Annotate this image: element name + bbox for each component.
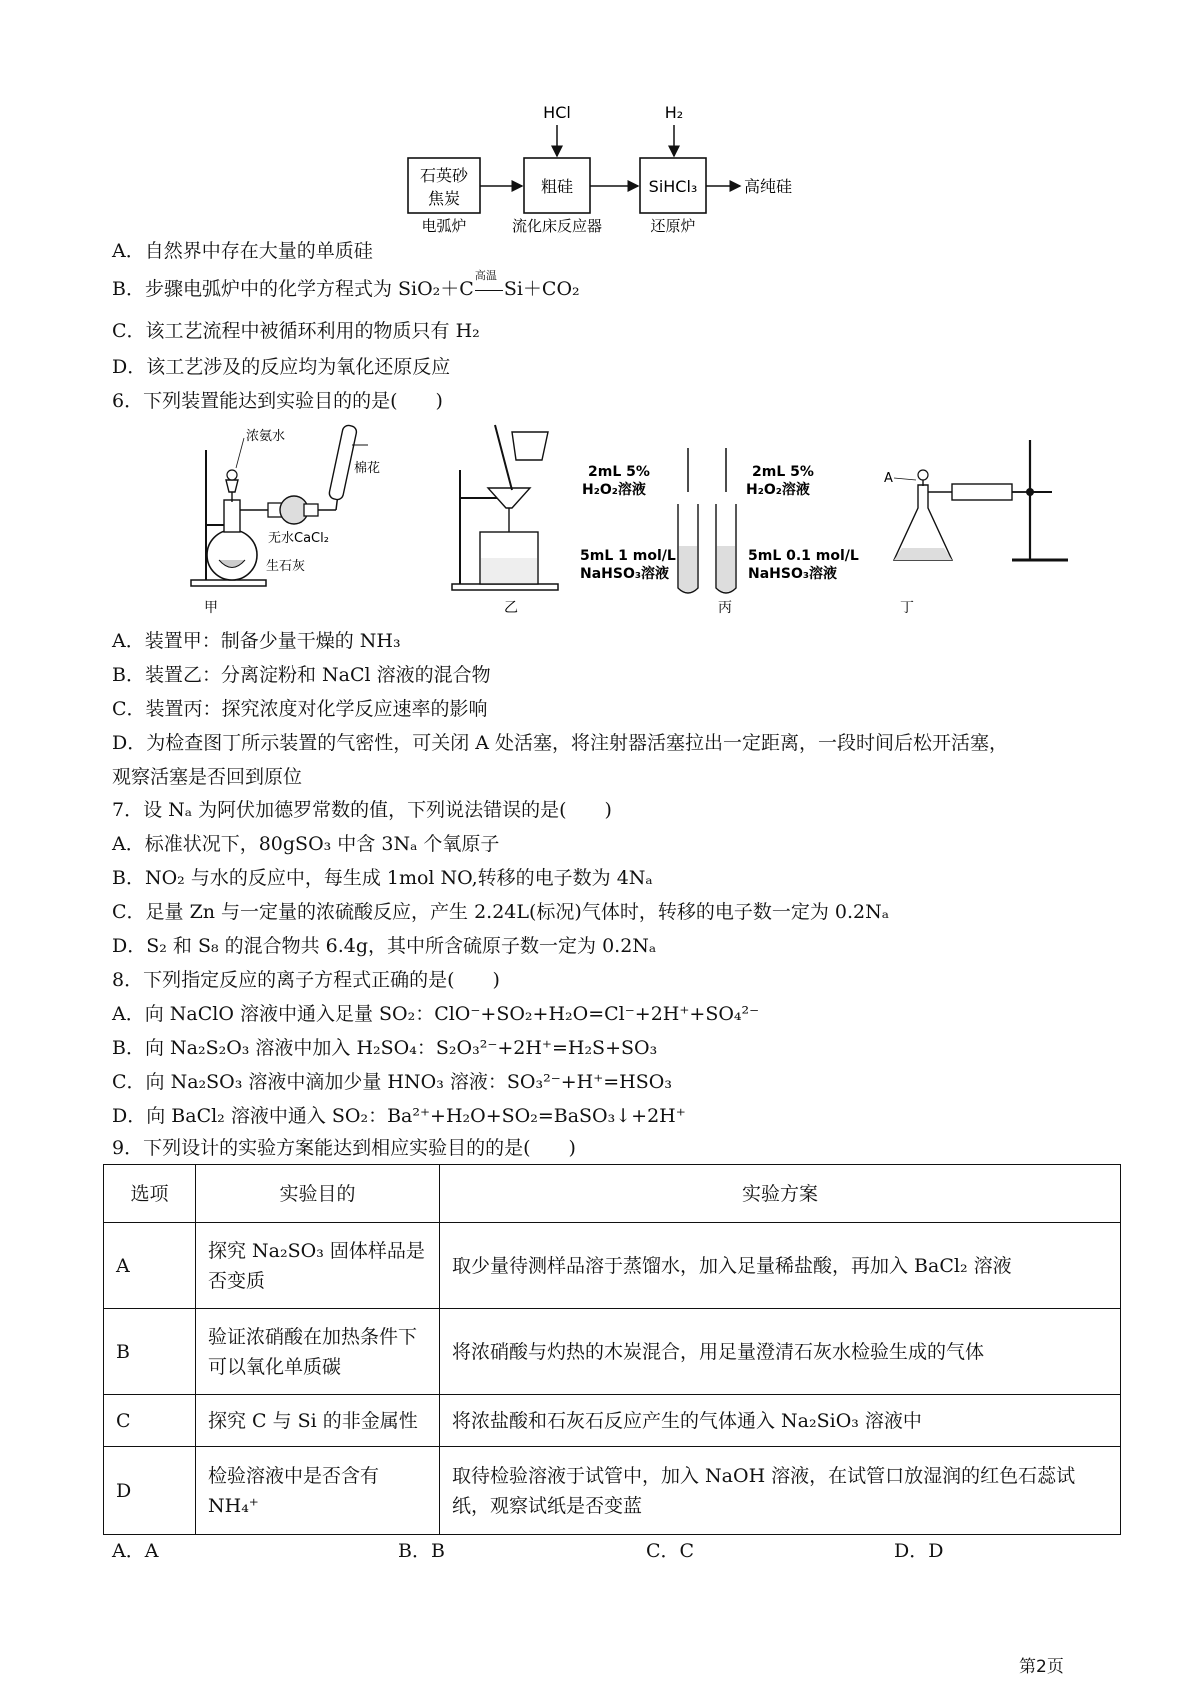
q8-option-a: A．向 NaClO 溶液中通入足量 SO₂：ClO⁻+SO₂+H₂O=Cl⁻+2H⁺+SO₄²⁻ bbox=[112, 1003, 760, 1025]
q5-option-b-tail: Si＋CO₂ bbox=[503, 278, 580, 300]
label-fluidized-bed: 流化床反应器 bbox=[511, 217, 603, 235]
box2-text: 粗硅 bbox=[540, 177, 574, 196]
row-plan: 将浓硝酸与灼热的木炭混合，用足量澄清石灰水检验生成的气体 bbox=[440, 1309, 1121, 1395]
row-option: C bbox=[104, 1395, 196, 1447]
q8-option-d: D．向 BaCl₂ 溶液中通入 SO₂：Ba²⁺+H₂O+SO₂=BaSO₃↓+2H⁺ bbox=[112, 1105, 686, 1127]
yi-caption: 乙 bbox=[504, 600, 518, 616]
row-plan: 取待检验溶液于试管中，加入 NaOH 溶液，在试管口放湿润的红色石蕊试纸，观察试纸是否变蓝 bbox=[440, 1447, 1121, 1535]
q9-choice-b: B．B bbox=[398, 1540, 445, 1562]
header-plan: 实验方案 bbox=[440, 1165, 1121, 1223]
apparatus-jia bbox=[186, 420, 436, 618]
q7-option-b: B．NO₂ 与水的反应中，每生成 1mol NO,转移的电子数为 4Nₐ bbox=[112, 867, 653, 889]
jia-label-ammonia: 浓氨水 bbox=[246, 429, 286, 444]
q5-option-b bbox=[112, 269, 580, 302]
q9-choice-a: A．A bbox=[112, 1540, 159, 1562]
q9-stem: 9．下列设计的实验方案能达到相应实验目的的是( ) bbox=[112, 1137, 576, 1159]
q5-option-c: C．该工艺流程中被循环利用的物质只有 H₂ bbox=[112, 320, 480, 342]
q6-option-a: A．装置甲：制备少量干燥的 NH₃ bbox=[112, 630, 401, 652]
table-row bbox=[104, 1223, 1121, 1309]
q6-stem: 6．下列装置能达到实验目的的是( ) bbox=[112, 390, 443, 412]
bing-left-bot-2: NaHSO₃溶液 bbox=[580, 566, 669, 582]
q8-option-c: C．向 Na₂SO₃ 溶液中滴加少量 HNO₃ 溶液：SO₃²⁻+H⁺=HSO₃ bbox=[112, 1071, 672, 1093]
row-goal: 探究 Na₂SO₃ 固体样品是否变质 bbox=[196, 1223, 440, 1309]
jia-label-quicklime: 生石灰 bbox=[266, 559, 306, 574]
box1-line2: 焦炭 bbox=[427, 189, 461, 208]
row-plan: 取少量待测样品溶于蒸馏水，加入足量稀盐酸，再加入 BaCl₂ 溶液 bbox=[440, 1223, 1121, 1309]
row-goal: 验证浓硝酸在加热条件下可以氧化单质碳 bbox=[196, 1309, 440, 1395]
bing-right-bot-2: NaHSO₃溶液 bbox=[748, 566, 837, 582]
high-temp-label: 高温 bbox=[474, 269, 497, 282]
row-option: A bbox=[104, 1223, 196, 1309]
apparatus-yi bbox=[450, 420, 570, 618]
q5-option-b-text: B．步骤电弧炉中的化学方程式为 SiO₂＋C bbox=[112, 278, 474, 300]
header-goal: 实验目的 bbox=[196, 1165, 440, 1223]
table-row bbox=[104, 1309, 1121, 1395]
q6-option-c: C．装置丙：探究浓度对化学反应速率的影响 bbox=[112, 698, 488, 720]
box3-text: SiHCl₃ bbox=[648, 177, 698, 196]
q9-choice-d: D．D bbox=[894, 1540, 944, 1562]
page-number: 第2页 bbox=[1019, 1657, 1064, 1677]
q6-option-b: B．装置乙：分离淀粉和 NaCl 溶液的混合物 bbox=[112, 664, 491, 686]
bing-right-bot-1: 5mL 0.1 mol/L bbox=[748, 548, 859, 564]
row-goal: 探究 C 与 Si 的非金属性 bbox=[196, 1395, 440, 1447]
q5-option-a: A．自然界中存在大量的单质硅 bbox=[112, 240, 373, 262]
bing-right-top-1: 2mL 5% bbox=[752, 464, 814, 480]
bing-right-top-2: H₂O₂溶液 bbox=[746, 482, 810, 498]
table-row bbox=[104, 1447, 1121, 1535]
box1-line1: 石英砂 bbox=[419, 166, 469, 185]
jia-label-cotton: 棉花 bbox=[354, 461, 381, 476]
label-arc-furnace: 电弧炉 bbox=[421, 217, 467, 235]
label-reduction-furnace: 还原炉 bbox=[650, 217, 696, 235]
q7-option-a: A．标准状况下，80gSO₃ 中含 3Nₐ 个氧原子 bbox=[112, 833, 500, 855]
q6-option-d: D．为检查图丁所示装置的气密性，可关闭 A 处活塞，将注射器活塞拉出一定距离，一段时间后松开活塞， bbox=[112, 732, 1009, 754]
row-option: B bbox=[104, 1309, 196, 1395]
q7-option-c: C．足量 Zn 与一定量的浓硫酸反应，产生 2.24L(标况)气体时，转移的电子数一定为 0.2Nₐ bbox=[112, 901, 890, 923]
jia-caption: 甲 bbox=[204, 600, 218, 616]
q7-stem: 7．设 Nₐ 为阿伏加德罗常数的值，下列说法错误的是( ) bbox=[112, 799, 612, 821]
h2-label: H₂ bbox=[664, 103, 684, 122]
row-goal: 检验溶液中是否含有 NH₄⁺ bbox=[196, 1447, 440, 1535]
q8-option-b: B．向 Na₂S₂O₃ 溶液中加入 H₂SO₄：S₂O₃²⁻+2H⁺=H₂S+SO₃ bbox=[112, 1037, 658, 1059]
table-header-row bbox=[104, 1165, 1121, 1223]
table-row bbox=[104, 1395, 1121, 1447]
q9-choice-c: C．C bbox=[646, 1540, 695, 1562]
ding-label-a: A bbox=[884, 471, 893, 486]
hcl-label: HCl bbox=[543, 103, 571, 122]
q8-stem: 8．下列指定反应的离子方程式正确的是( ) bbox=[112, 969, 500, 991]
row-plan: 将浓盐酸和石灰石反应产生的气体通入 Na₂SiO₃ 溶液中 bbox=[440, 1395, 1121, 1447]
silicon-flow-chart bbox=[400, 98, 820, 238]
product-text: 高纯硅 bbox=[744, 177, 793, 196]
bing-left-top-1: 2mL 5% bbox=[588, 464, 650, 480]
apparatus-ding bbox=[880, 420, 1070, 618]
row-option: D bbox=[104, 1447, 196, 1535]
ding-caption: 丁 bbox=[900, 600, 914, 616]
bing-caption: 丙 bbox=[718, 600, 732, 616]
bing-left-bot-1: 5mL 1 mol/L bbox=[580, 548, 676, 564]
apparatus-bing bbox=[580, 420, 870, 618]
q5-option-d: D．该工艺涉及的反应均为氧化还原反应 bbox=[112, 356, 451, 378]
q7-option-d: D．S₂ 和 S₈ 的混合物共 6.4g，其中所含硫原子数一定为 0.2Nₐ bbox=[112, 935, 657, 957]
q6-option-d-cont: 观察活塞是否回到原位 bbox=[112, 766, 303, 788]
q9-table bbox=[103, 1164, 1121, 1535]
jia-label-cacl2: 无水CaCl₂ bbox=[268, 531, 329, 546]
bing-left-top-2: H₂O₂溶液 bbox=[582, 482, 646, 498]
header-option: 选项 bbox=[104, 1165, 196, 1223]
q5-reaction-condition bbox=[474, 269, 504, 302]
